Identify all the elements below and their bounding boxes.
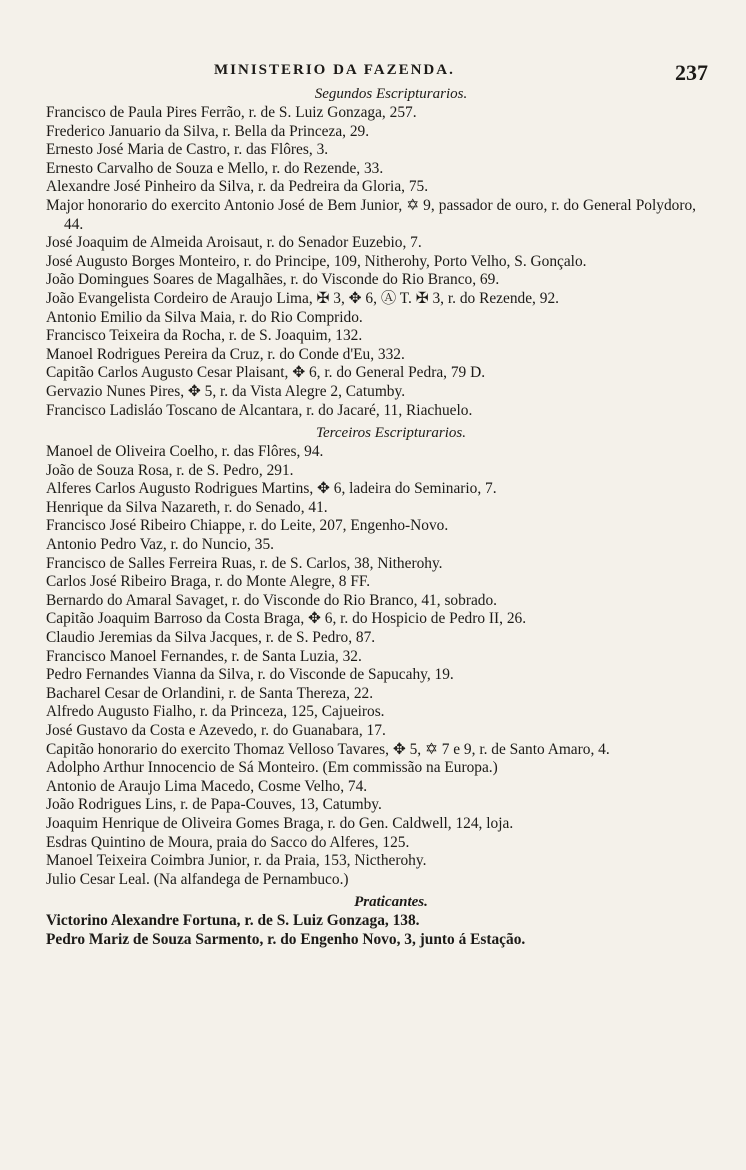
- list-item: Frederico Januario da Silva, r. Bella da Princeza, 29.: [46, 122, 370, 140]
- list-item: Ernesto Carvalho de Souza e Mello, r. do Rezende, 33.: [46, 159, 384, 177]
- list-item: Carlos José Ribeiro Braga, r. do Monte Alegre, 8 FF.: [46, 573, 371, 591]
- list-item: João Rodrigues Lins, r. de Papa-Couves, 13, Catumby.: [46, 796, 382, 814]
- list-item: Gervazio Nunes Pires, ✥ 5, r. da Vista Alegre 2, Catumby.: [46, 382, 406, 400]
- list-item: José Gustavo da Costa e Azevedo, r. do Guanabara, 17.: [46, 722, 386, 739]
- document-page: [46, 56, 708, 950]
- list-item: Manoel de Oliveira Coelho, r. das Flôres, 94.: [46, 443, 324, 461]
- list-item: Claudio Jeremias da Silva Jacques, r. de S. Pedro, 87.: [46, 629, 376, 647]
- section-title: Praticantes.: [354, 894, 428, 911]
- entry-list: [46, 443, 696, 889]
- list-item: Ernesto José Maria de Castro, r. das Flôres, 3.: [46, 141, 329, 159]
- list-item: José Joaquim de Almeida Aroisaut, r. do Senador Euzebio, 7.: [46, 234, 422, 252]
- list-item: Major honorario do exercito Antonio José de Bem Junior, ✡ 9, passador de ouro, r. do General Polydoro, 44.: [46, 196, 696, 233]
- list-item: Alfredo Augusto Fialho, r. da Princeza, 125, Cajueiros.: [46, 703, 385, 721]
- list-item: Bacharel Cesar de Orlandini, r. de Santa Thereza, 22.: [46, 684, 374, 702]
- list-item: Antonio Pedro Vaz, r. do Nuncio, 35.: [46, 536, 274, 554]
- list-item: Pedro Mariz de Souza Sarmento, r. do Engenho Novo, 3, junto á Estação.: [46, 930, 526, 948]
- page-header: [46, 56, 708, 85]
- list-item: Manoel Rodrigues Pereira da Cruz, r. do Conde d'Eu, 332.: [46, 345, 405, 363]
- list-item: Antonio Emilio da Silva Maia, r. do Rio Comprido.: [46, 308, 363, 326]
- list-item: Francisco de Paula Pires Ferrão, r. de S. Luiz Gonzaga, 257.: [46, 104, 417, 121]
- list-item: João de Souza Rosa, r. de S. Pedro, 291.: [46, 461, 294, 479]
- list-item: Alexandre José Pinheiro da Silva, r. da Pedreira da Gloria, 75.: [46, 178, 429, 196]
- list-item: João Evangelista Cordeiro de Araujo Lima, ✠ 3, ✥ 6, Ⓐ T. ✠ 3, r. do Rezende, 92.: [46, 289, 559, 307]
- list-item: Francisco de Salles Ferreira Ruas, r. de S. Carlos, 38, Nitherohy.: [46, 554, 443, 572]
- list-item: Julio Cesar Leal. (Na alfandega de Pernambuco.): [46, 870, 349, 888]
- list-item: Francisco José Ribeiro Chiappe, r. do Leite, 207, Engenho-Novo.: [46, 517, 449, 535]
- list-item: Adolpho Arthur Innocencio de Sá Monteiro. (Em commissão na Europa.): [46, 759, 498, 777]
- list-item: Henrique da Silva Nazareth, r. do Senado, 41.: [46, 498, 328, 516]
- list-item: Pedro Fernandes Vianna da Silva, r. do Visconde de Sapucahy, 19.: [46, 666, 454, 684]
- section-segundos-escripturarios: [46, 84, 696, 420]
- list-item: Francisco Teixeira da Rocha, r. de S. Joaquim, 132.: [46, 327, 363, 345]
- list-item: Joaquim Henrique de Oliveira Gomes Braga, r. do Gen. Caldwell, 124, loja.: [46, 814, 514, 832]
- section-title: Segundos Escripturarios.: [314, 86, 468, 102]
- list-item: Victorino Alexandre Fortuna, r. de S. Luiz Gonzaga, 138.: [46, 912, 420, 930]
- list-item: Capitão honorario do exercito Thomaz Velloso Tavares, ✥ 5, ✡ 7 e 9, r. de Santo Amaro, 4.: [46, 740, 610, 758]
- list-item: Capitão Carlos Augusto Cesar Plaisant, ✥ 6, r. do General Pedra, 79 D.: [46, 364, 486, 382]
- running-title: MINISTERIO DA FAZENDA.: [214, 62, 455, 78]
- entry-list: [46, 912, 696, 949]
- section-title: Terceiros Escripturarios.: [315, 425, 466, 442]
- list-item: Bernardo do Amaral Savaget, r. do Visconde do Rio Branco, 41, sobrado.: [46, 591, 498, 609]
- list-item: Alferes Carlos Augusto Rodrigues Martins, ✥ 6, ladeira do Seminario, 7.: [46, 480, 497, 498]
- section-praticantes: [46, 892, 696, 949]
- list-item: Francisco Manoel Fernandes, r. de Santa Luzia, 32.: [46, 647, 362, 665]
- list-item: Francisco Ladisláo Toscano de Alcantara, r. do Jacaré, 11, Riachuelo.: [46, 401, 473, 419]
- list-item: João Domingues Soares de Magalhães, r. do Visconde do Rio Branco, 69.: [46, 271, 500, 289]
- list-item: Capitão Joaquim Barroso da Costa Braga, ✥ 6, r. do Hospicio de Pedro II, 26.: [46, 610, 527, 628]
- entry-list: [46, 104, 696, 420]
- list-item: José Augusto Borges Monteiro, r. do Principe, 109, Nitherohy, Porto Velho, S. Gonçalo.: [46, 252, 587, 270]
- list-item: Antonio de Araujo Lima Macedo, Cosme Velho, 74.: [46, 777, 368, 795]
- section-terceiros-escripturarios: [46, 423, 696, 889]
- page-number: 237: [675, 60, 708, 85]
- list-item: Manoel Teixeira Coimbra Junior, r. da Praia, 153, Nictherohy.: [46, 852, 427, 870]
- list-item: Esdras Quintino de Moura, praia do Sacco do Alferes, 125.: [46, 833, 410, 851]
